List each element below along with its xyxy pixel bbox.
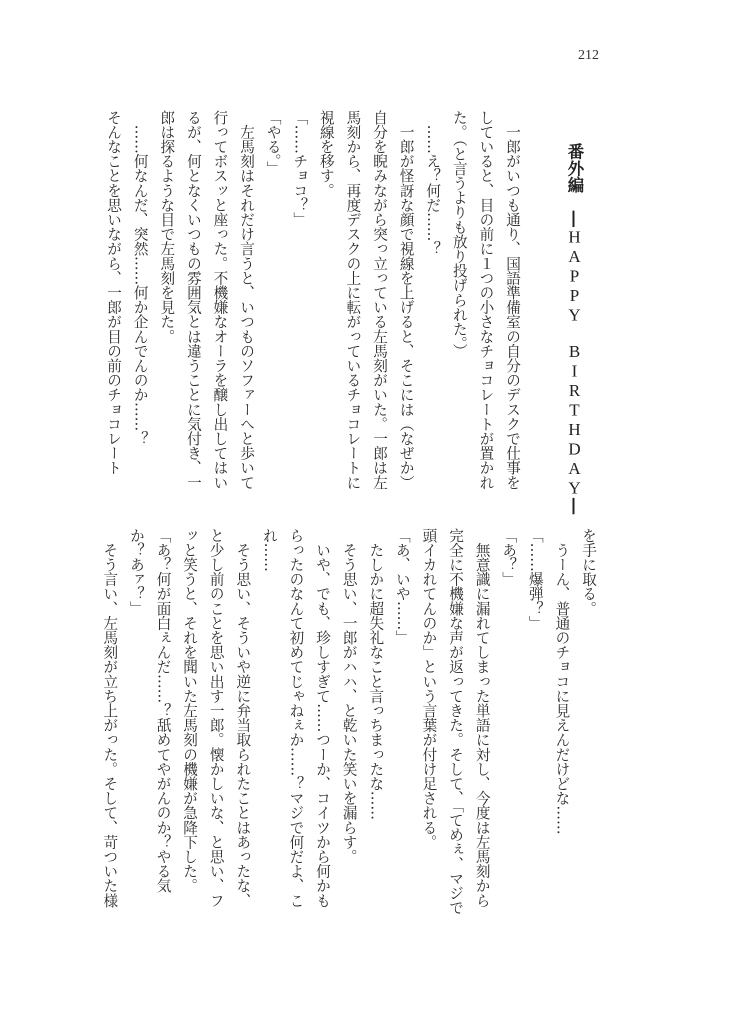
text-line: 郎は探るような目で左馬刻を見た。 (158, 110, 176, 344)
text-line: 完全に不機嫌な声が返ってきた。そして、「てめぇ、マジで (447, 528, 465, 915)
title-run (565, 325, 584, 342)
text-line: そう言い、左馬刻が立ち上がった。そして、苛ついた様 (101, 528, 119, 908)
text-line: 一郎が怪訝な顔で視線を上げると、そこには（なぜか） (397, 110, 415, 490)
text-line: ッと笑うと、それを聞いた左馬刻の機嫌が急降下した。 (181, 528, 199, 893)
page-number: 212 (578, 48, 599, 63)
text-line: 「……爆弾？」 (526, 528, 544, 631)
text-line: らったのなんて初めてじゃねぇか……？マジで何だよ、こ (287, 528, 305, 908)
text-line: を手に取る。 (580, 528, 597, 616)
text-line: と少し前のことを思い出す一郎。懐かしいな、と思い、フ (207, 528, 225, 908)
text-line: たしかに超失礼なこと言っちまったな…… (367, 528, 385, 820)
text-line: 視線を移す。 (317, 110, 335, 198)
upper-text-block (100, 110, 526, 492)
text-line: 無意識に漏れてしまった単語に対し、今度は左馬刻から (473, 528, 491, 908)
text-line: 自分を睨みながら突っ立っている左馬刻がいた。一郎は左 (371, 110, 389, 490)
text-line: 「やる。」 (264, 110, 282, 176)
title-run: 番外編 ― (565, 143, 584, 228)
text-line: た。（と言うよりも放り投げられた。） (450, 110, 468, 359)
text-line: 馬刻から、再度デスクの上に転がっているチョコレートに (344, 110, 362, 490)
text-line: 「あ？」 (500, 528, 518, 587)
text-line: 頭イカれてんのか」という言葉が付け足される。 (420, 528, 438, 850)
title-latin-run: BIRTHDAY (565, 341, 584, 498)
title-latin-run: HAPPY (565, 227, 584, 325)
text-line: 左馬刻はそれだけ言うと、いつものソファーへと歩いて (238, 110, 256, 490)
text-line: そんなことを思いながら、一郎が目の前のチョコレート (105, 110, 123, 475)
text-line: か？あァ？」 (127, 528, 145, 616)
text-line: 「あ？何が面白ぇんだ……？舐めてやがんのか？やる気 (154, 528, 172, 893)
text-line: 「……チョコ？」 (291, 110, 309, 227)
text-line: るが、何となくいつもの雰囲気とは違うことに気付き、一 (184, 110, 202, 490)
text-line: うーん、普通のチョコに見えんだけどな…… (553, 528, 571, 835)
text-line: そう思い、一郎がハハ、と乾いた笑いを漏らす。 (340, 528, 358, 864)
title-run: ― (565, 497, 584, 515)
text-line: そう思い、そういや逆に弁当取られたことはあったな、 (234, 528, 252, 908)
text-line: していると、目の前に１つの小さなチョコレートが置かれ (477, 110, 495, 490)
text-line: 行ってボスッと座った。不機嫌なオーラを醸し出してはい (211, 110, 229, 490)
chapter-title (563, 143, 585, 515)
text-line: ……え？何だ……？ (424, 110, 442, 256)
text-line: ……何なんだ、突然……何か企んでんのか……？ (131, 110, 149, 446)
text-line: れ…… (260, 528, 278, 572)
text-line: 「あ、いや……」 (393, 528, 411, 645)
text-line: 一郎がいつも通り、国語準備室の自分のデスクで仕事を (504, 110, 521, 490)
text-line: いや、でも、珍しすぎて……つーか、コイツから何かも (314, 528, 332, 908)
lower-text-block (96, 528, 601, 915)
